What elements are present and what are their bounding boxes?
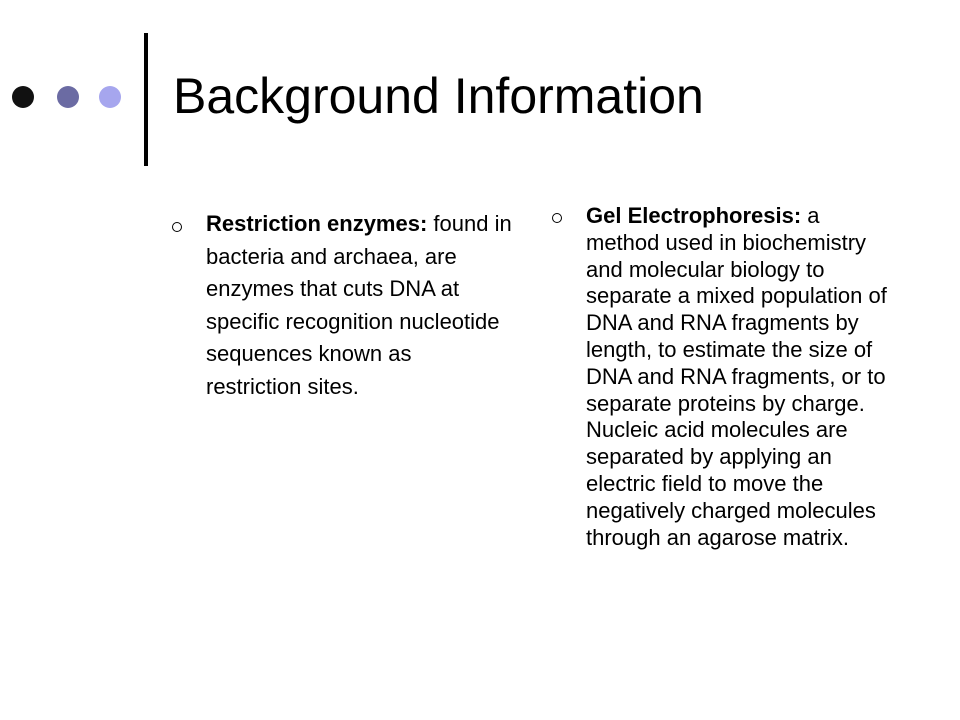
hollow-bullet-icon — [552, 213, 562, 223]
bullet-text — [206, 208, 512, 403]
left-column — [172, 208, 512, 403]
title-divider — [144, 33, 148, 166]
medium-dot-icon — [57, 86, 79, 108]
hollow-bullet-icon — [172, 222, 182, 232]
bullet-term: Restriction enzymes: — [206, 211, 428, 236]
bullet-item — [172, 208, 512, 403]
bullet-description: found in bacteria and archaea, are enzymes that cuts DNA at specific recognition nucleotide sequences known as restriction sites. — [206, 211, 512, 399]
bullet-item — [552, 203, 897, 551]
bullet-description: a method used in biochemistry and molecular biology to separate a mixed population of DNA and RNA fragments by length, to estimate the size of DNA and RNA fragments, or to separate proteins by charge. Nucleic acid molecules are separated by applying an electric field to move the negatively charged molecules through an agarose matrix. — [586, 203, 887, 550]
bullet-text — [586, 203, 897, 551]
light-dot-icon — [99, 86, 121, 108]
right-column — [552, 203, 897, 551]
bullet-term: Gel Electrophoresis: — [586, 203, 802, 228]
dark-dot-icon — [12, 86, 34, 108]
slide-title: Background Information — [173, 68, 704, 124]
